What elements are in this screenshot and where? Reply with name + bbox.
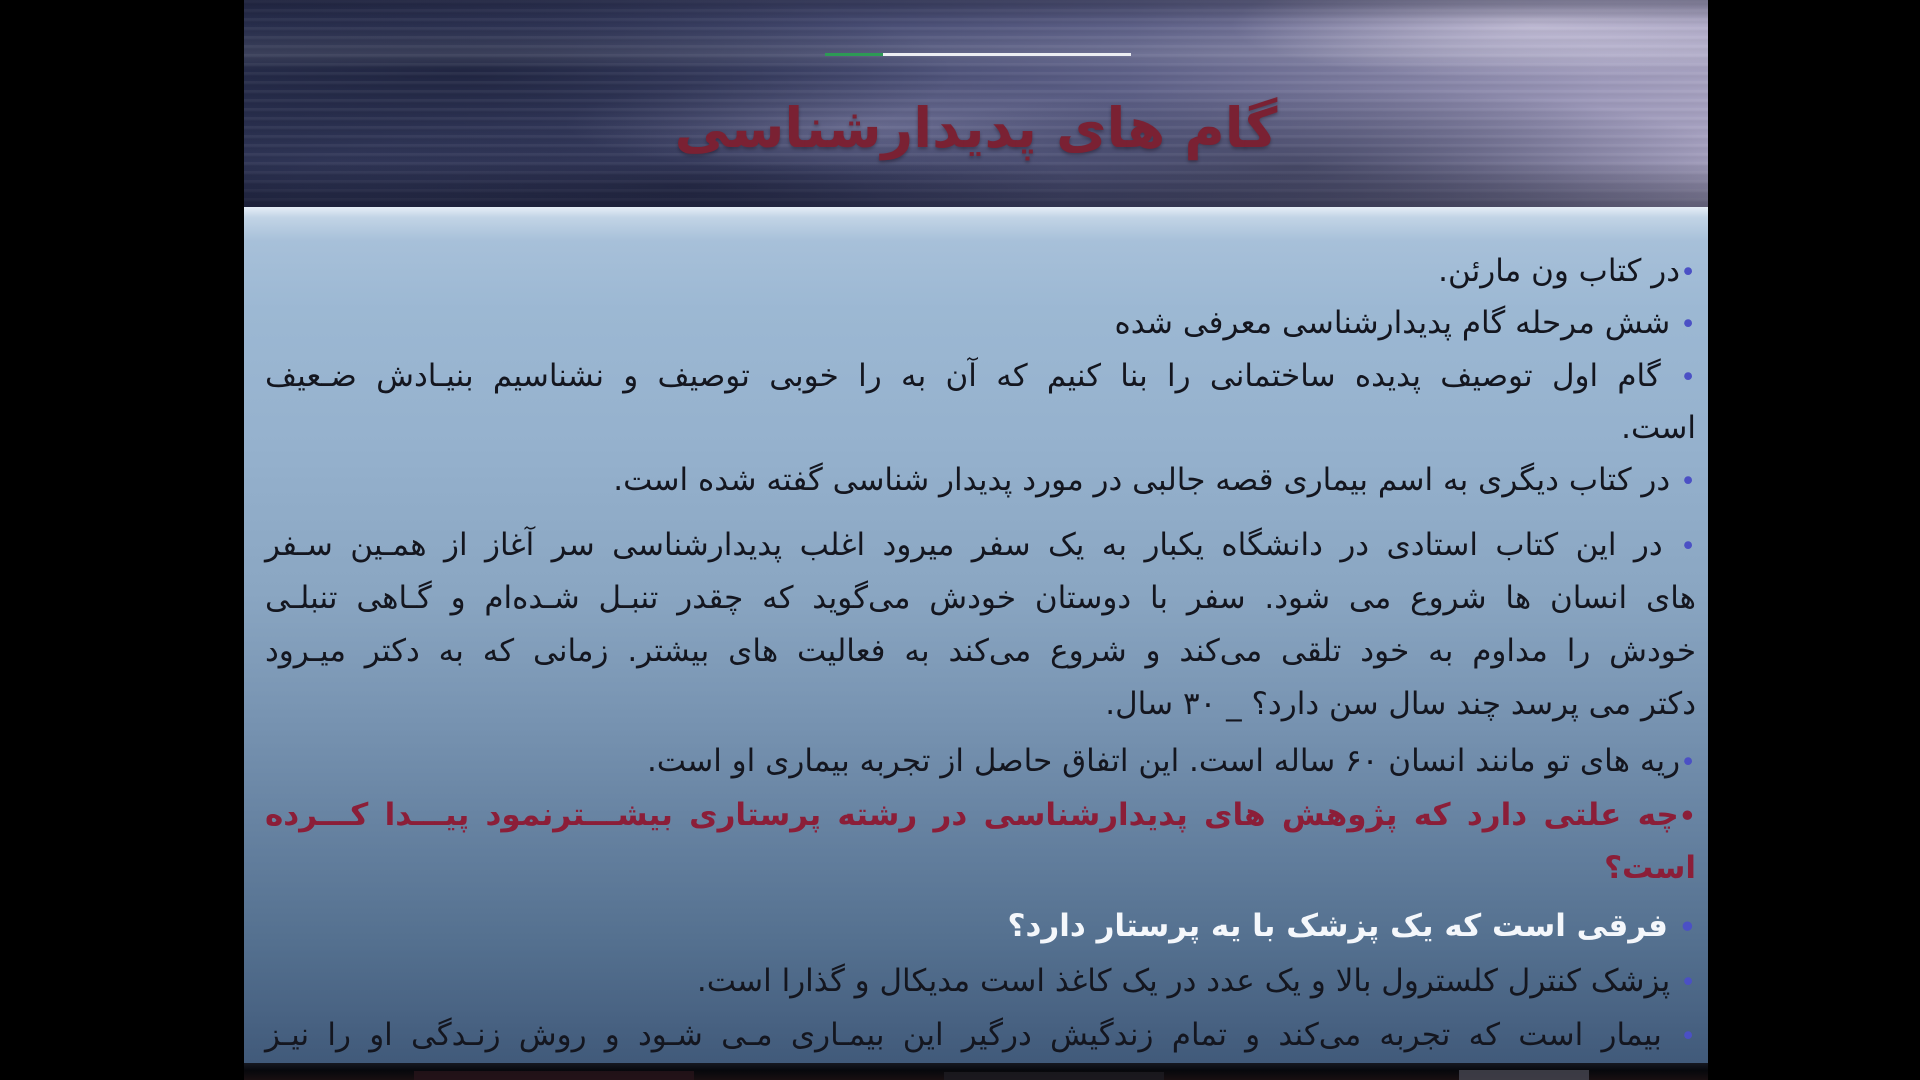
bullet-icon: • bbox=[1680, 1021, 1696, 1052]
bullet-item-text: در کتاب ون مارئن. bbox=[1438, 253, 1681, 289]
paragraph-line bbox=[265, 575, 1696, 621]
bullet-icon: • bbox=[1678, 912, 1696, 943]
bullet-item bbox=[265, 522, 1696, 570]
bullet-item bbox=[265, 248, 1696, 296]
bullet-icon: • bbox=[1680, 362, 1696, 393]
paragraph-line-text: خودش را مداوم به خود تلقی می‌کند و شروع می‌کند به فعالیت های بیشتر. زمانی که به دکتر میـرود bbox=[265, 633, 1696, 669]
bullet-icon: • bbox=[1680, 747, 1696, 778]
bullet-item bbox=[265, 457, 1696, 505]
slide-bottom-strip bbox=[244, 1063, 1708, 1080]
bullet-item-emphasis-red bbox=[265, 792, 1696, 840]
bullet-item-text: است؟ bbox=[1604, 850, 1696, 886]
bullet-icon: • bbox=[1680, 466, 1696, 497]
bullet-icon: • bbox=[1680, 309, 1696, 340]
decorative-line-green bbox=[825, 53, 883, 56]
bullet-item-text: ریه های تو مانند انسان ۶۰ ساله است. این اتفاق حاصل از تجربه بیماری او است. bbox=[646, 743, 1681, 779]
bottom-strip-fragment bbox=[414, 1071, 694, 1080]
bottom-strip-fragment bbox=[944, 1072, 1164, 1080]
paragraph-line bbox=[265, 681, 1696, 727]
decorative-line-white bbox=[883, 53, 1131, 56]
bullet-item bbox=[265, 958, 1696, 1006]
bullet-icon: • bbox=[1678, 801, 1696, 832]
paragraph-line-text: دکتر می پرسد چند سال سن دارد؟ _ ۳۰ سال. bbox=[1105, 686, 1696, 722]
bullet-item-continuation bbox=[265, 405, 1696, 451]
bullet-item-text: بیمار است که تجربه می‌کند و تمام زندگیش درگیر این بیمـاری مـی شـود و روش زنـدگی او را نیـز bbox=[265, 1017, 1681, 1053]
bullet-item bbox=[265, 353, 1696, 401]
slide-title: گام های پدیدارشناسی bbox=[674, 96, 1278, 160]
bullet-item-text: فرقی است که یک پزشک با یه پرستار دارد؟ bbox=[1007, 908, 1679, 944]
bullet-icon: • bbox=[1680, 531, 1696, 562]
paragraph-line-text: های انسان ها شروع می شود. سفر با دوستان خودش می‌گوید که چقدر تنبـل شـده‌ام و گـاهی تنبلـی bbox=[265, 580, 1696, 616]
presentation-slide bbox=[244, 0, 1708, 1080]
bullet-icon: • bbox=[1680, 257, 1696, 288]
paragraph-line bbox=[265, 628, 1696, 674]
bullet-item-emphasis-white bbox=[265, 903, 1696, 951]
bullet-item-text: شش مرحله گام پدیدارشناسی معرفی شده bbox=[1114, 305, 1681, 341]
bullet-item-text: در کتاب دیگری به اسم بیماری قصه جالبی در مورد پدیدار شناسی گفته شده است. bbox=[613, 462, 1681, 498]
bullet-item bbox=[265, 1012, 1696, 1060]
bullet-item-text: پزشک کنترل کلسترول بالا و یک عدد در یک کاغذ است مدیکال و گذارا است. bbox=[696, 963, 1681, 999]
bullet-item-text: گام اول توصیف پدیده ساختمانی را بنا کنیم که آن به را خوبی توصیف و نشناسیم بنیـادش ضـعیف bbox=[265, 358, 1681, 394]
bullet-item-text: در این کتاب استادی در دانشگاه یکبار به یک سفر میرود اغلب پدیدارشناسی سر آغاز از همـین سـفر bbox=[265, 527, 1681, 563]
bullet-item-emphasis-red-continuation bbox=[265, 845, 1696, 891]
bullet-item-text: چه علتی دارد که پژوهش های پدیدارشناسی در رشته پرستاری بیشـــترنمود پیـــدا کـــرده bbox=[265, 797, 1679, 833]
bottom-strip-fragment bbox=[1459, 1070, 1589, 1080]
bullet-icon: • bbox=[1680, 967, 1696, 998]
bullet-item bbox=[265, 300, 1696, 348]
bullet-item bbox=[265, 738, 1696, 786]
slide-header-sky-image bbox=[244, 0, 1708, 207]
bullet-item-text: است. bbox=[1621, 410, 1696, 446]
